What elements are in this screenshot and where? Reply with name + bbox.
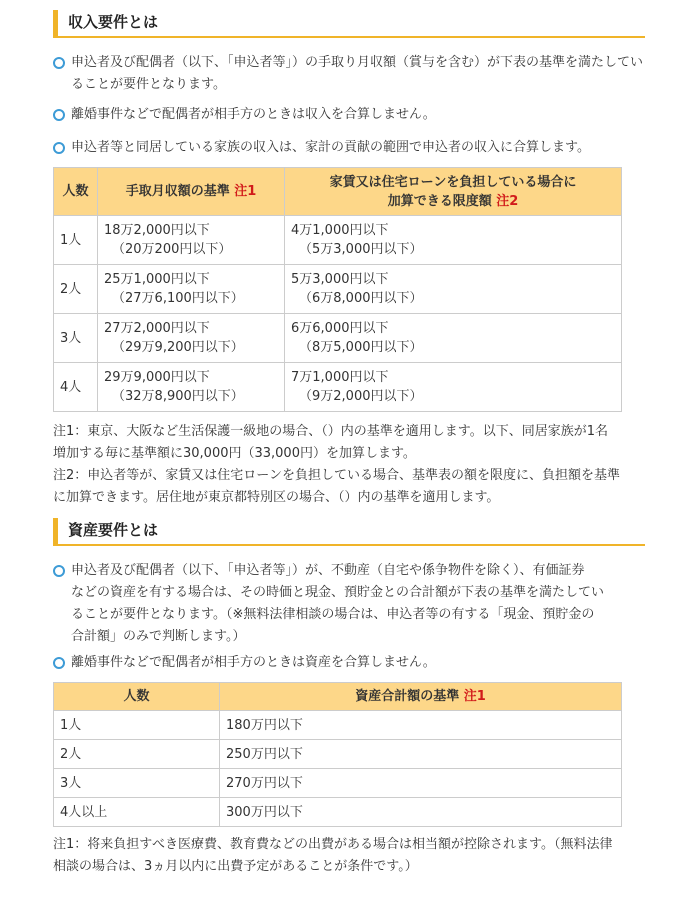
assets-heading: 資産要件とは — [53, 518, 645, 546]
header-housing: 家賃又は住宅ローンを負担している場合に 加算できる限度額 注2 — [285, 168, 622, 216]
table-row: 1人 18万2,000円以下 （20万200円以下） 4万1,000円以下 （5万3,000円以下） — [54, 216, 622, 265]
assets-table-header — [54, 683, 622, 711]
assets-bullet-2: 離婚事件などで配偶者が相手方のときは資産を合算しません。 — [53, 652, 643, 674]
income-bullet-1: 申込者及び配偶者（以下、「申込者等」）の手取り月収額（賞与を含む）が下表の基準を満たしていることが要件となります。 — [53, 52, 643, 96]
header-assets: 資産合計額の基準 注1 — [220, 683, 622, 711]
header-income: 手取月収額の基準 注1 — [98, 168, 285, 216]
table-row: 2人 250万円以下 — [54, 740, 622, 769]
header-people: 人数 — [54, 683, 220, 711]
circle-bullet-icon — [53, 657, 65, 669]
income-table — [53, 167, 622, 412]
assets-note: 注1：将来負担すべき医療費、教育費などの出費がある場合は相当額が控除されます。（無料法律 相談の場合は、3ヵ月以内に出費予定があることが条件です。） — [53, 837, 613, 874]
assets-bullet-1: 申込者及び配偶者（以下、「申込者等」）が、不動産（自宅や係争物件を除く）、有価証券 などの資産を有する場合は、その時価と現金、預貯金との合計額が下表の基準を満たしてい ることが要件となります。（※無料法律相談の場合は、申込者等の有する「現金、預貯金の 合計額」のみで判断します。） — [53, 560, 643, 648]
table-row: 3人 27万2,000円以下 （29万9,200円以下） 6万6,000円以下 （8万5,000円以下） — [54, 314, 622, 363]
circle-bullet-icon — [53, 565, 65, 577]
circle-bullet-icon — [53, 57, 65, 69]
table-row: 2人 25万1,000円以下 （27万6,100円以下） 5万3,000円以下 （6万8,000円以下） — [54, 265, 622, 314]
income-note-2: 注2：申込者等が、家賃又は住宅ローンを負担している場合、基準表の額を限度に、負担額を基準 に加算できます。居住地が東京都特別区の場合、（）内の基準を適用します。 — [53, 468, 621, 505]
table-row: 4人 29万9,000円以下 （32万8,900円以下） 7万1,000円以下 （9万2,000円以下） — [54, 363, 622, 412]
assets-table — [53, 682, 622, 827]
circle-bullet-icon — [53, 142, 65, 154]
income-table-header — [54, 168, 622, 216]
table-row: 1人 180万円以下 — [54, 711, 622, 740]
income-bullet-3: 申込者等と同居している家族の収入は、家計の貢献の範囲で申込者の収入に合算します。 — [53, 137, 643, 159]
circle-bullet-icon — [53, 109, 65, 121]
table-row: 4人以上 300万円以下 — [54, 798, 622, 827]
income-bullet-2: 離婚事件などで配偶者が相手方のときは収入を合算しません。 — [53, 104, 643, 126]
table-row: 3人 270万円以下 — [54, 769, 622, 798]
header-people: 人数 — [54, 168, 98, 216]
income-note-1: 注1：東京、大阪など生活保護一級地の場合、（）内の基準を適用します。以下、同居家族が1名 増加する毎に基準額に30,000円（33,000円）を加算します。 — [53, 424, 609, 461]
income-heading: 収入要件とは — [53, 10, 645, 38]
